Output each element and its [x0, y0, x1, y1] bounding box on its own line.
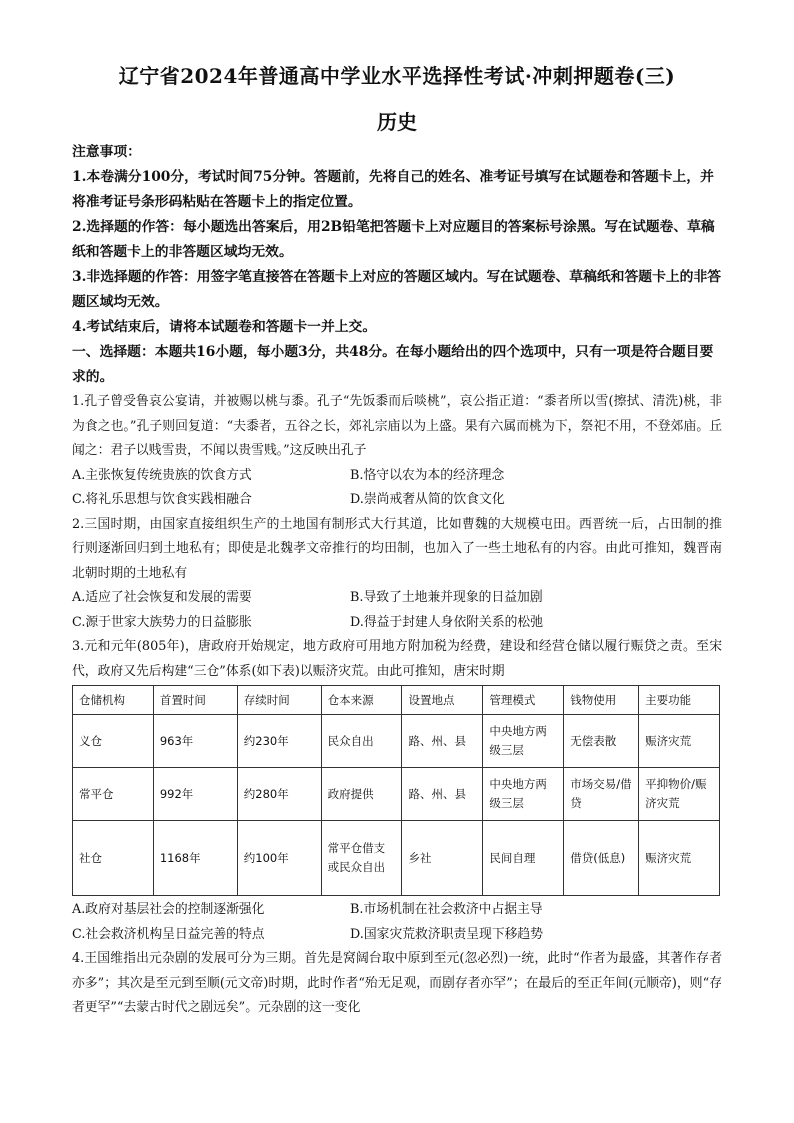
table-cell: 中央地方两级三层 — [483, 715, 564, 768]
option-c: C.源于世家大族势力的日益膨胀 — [72, 614, 252, 630]
table-row — [73, 715, 720, 768]
table-header-row — [73, 686, 720, 715]
notice-item-4: 4.考试结束后，请将本试题卷和答题卡一并上交。 — [72, 319, 377, 335]
notice-heading: 注意事项： — [72, 144, 141, 160]
table-cell: 约230年 — [237, 715, 321, 768]
table-cell: 路、州、县 — [402, 715, 483, 768]
question-3-stem: 3.元和元年(805年)，唐政府开始规定，地方政府可用地方附加税为经费，建设和经营仓储以履行赈贷之责。至宋代，政府又先后构建“三仓”体系(如下表)以赈济灾荒。由此可推知，唐宋时期 — [72, 639, 722, 679]
question-2-stem: 2.三国时期，由国家直接组织生产的土地国有制形式大行其道，比如曹魏的大规模屯田。西晋统一后，占田制的推行则逐渐回归到土地私有；即使是北魏孝文帝推行的均田制，也加入了一些土地私有的内容。由此可推知，魏晋南北朝时期的土地私有 — [72, 516, 722, 581]
question-2-options — [72, 586, 722, 635]
notice-item-1: 1.本卷满分100分，考试时间75分钟。答题前，先将自己的姓名、准考证号填写在试题卷和答题卡上，并将准考证号条形码粘贴在答题卡上的指定位置。 — [72, 169, 714, 210]
table-cell: 963年 — [153, 715, 237, 768]
option-c: C.将礼乐思想与饮食实践相融合 — [72, 492, 252, 507]
question-1-options — [72, 464, 722, 513]
exam-page — [72, 62, 722, 1021]
table-cell: 赈济灾荒 — [639, 715, 720, 768]
granary-table — [72, 685, 720, 896]
question-3-options — [72, 898, 722, 947]
table-row — [73, 821, 720, 896]
table-cell: 政府提供 — [321, 768, 402, 821]
exam-title: 辽宁省2024年普通高中学业水平选择性考试·冲刺押题卷(三) — [118, 64, 676, 88]
table-cell: 1168年 — [153, 821, 237, 896]
table-cell: 约100年 — [237, 821, 321, 896]
table-cell: 无偿表散 — [564, 715, 639, 768]
table-cell: 义仓 — [73, 715, 154, 768]
table-header: 主要功能 — [639, 686, 720, 715]
option-c: C.社会救济机构呈日益完善的特点 — [72, 926, 265, 942]
option-d: D.崇尚戒奢从简的饮食文化 — [350, 492, 505, 507]
notice-item-3: 3.非选择题的作答：用签字笔直接答在答题卡上对应的答题区域内。写在试题卷、草稿纸和答题卡上的非答题区域均无效。 — [72, 269, 722, 310]
table-header: 仓本来源 — [321, 686, 402, 715]
table-cell: 民间自理 — [483, 821, 564, 896]
table-cell: 常平仓借支或民众自出 — [321, 821, 402, 896]
table-cell: 借贷(低息) — [564, 821, 639, 896]
table-cell: 平抑物价/赈济灾荒 — [639, 768, 720, 821]
question-4-stem: 4.王国维指出元杂剧的发展可分为三期。首先是窝阔台取中原到至元(忽必烈)一统，此时“作者为最盛，其著作存者亦多”；其次是至元到至顺(元文帝)时期，此时作者“殆无足观，而剧存者亦罕”；在最后的至正年间(元顺帝)，则“存者更罕”“去蒙古时代之剧远矣”。元杂剧的这一变化 — [72, 951, 722, 1015]
table-cell: 乡社 — [402, 821, 483, 896]
subject-title: 历史 — [377, 110, 417, 134]
table-cell: 常平仓 — [73, 768, 154, 821]
table-header: 存续时间 — [237, 686, 321, 715]
table-cell: 赈济灾荒 — [639, 821, 720, 896]
table-cell: 约280年 — [237, 768, 321, 821]
question-1-stem: 1.孔子曾受鲁哀公宴请，并被赐以桃与黍。孔子“先饭黍而后啖桃”，哀公指正道：“黍者所以雪(擦拭、清洗)桃，非为食之也。”孔子则回复道：“夫黍者，五谷之长，郊礼宗庙以为上盛。果有六属而桃为下，祭祀不用，不登郊庙。丘闻之：君子以贱雪贵，不闻以贵雪贱。”这反映出孔子 — [72, 394, 722, 458]
option-a: A.主张恢复传统贵族的饮食方式 — [72, 467, 252, 483]
option-b: B.导致了土地兼并现象的日益加剧 — [350, 590, 543, 605]
table-cell: 市场交易/借贷 — [564, 768, 639, 821]
option-a: A.政府对基层社会的控制逐渐强化 — [72, 902, 265, 917]
table-header: 管理模式 — [483, 686, 564, 715]
table-header: 仓储机构 — [73, 686, 154, 715]
table-cell: 路、州、县 — [402, 768, 483, 821]
table-cell: 中央地方两级三层 — [483, 768, 564, 821]
table-header: 首置时间 — [153, 686, 237, 715]
table-cell: 社仓 — [73, 821, 154, 896]
table-header: 钱物使用 — [564, 686, 639, 715]
option-a: A.适应了社会恢复和发展的需要 — [72, 590, 252, 605]
table-header: 设置地点 — [402, 686, 483, 715]
table-cell: 992年 — [153, 768, 237, 821]
table-cell: 民众自出 — [321, 715, 402, 768]
option-d: D.国家灾荒救济职责呈现下移趋势 — [350, 926, 544, 942]
option-d: D.得益于封建人身依附关系的松弛 — [350, 614, 544, 630]
option-b: B.市场机制在社会救济中占据主导 — [350, 902, 543, 917]
section-1-heading: 一、选择题：本题共16小题，每小题3分，共48分。在每小题给出的四个选项中，只有一项是符合题目要求的。 — [72, 344, 714, 385]
notice-item-2: 2.选择题的作答：每小题选出答案后，用2B铅笔把答题卡上对应题目的答案标号涂黑。写在试题卷、草稿纸和答题卡上的非答题区域均无效。 — [72, 219, 715, 260]
option-b: B.恪守以农为本的经济理念 — [350, 467, 505, 483]
table-row — [73, 768, 720, 821]
